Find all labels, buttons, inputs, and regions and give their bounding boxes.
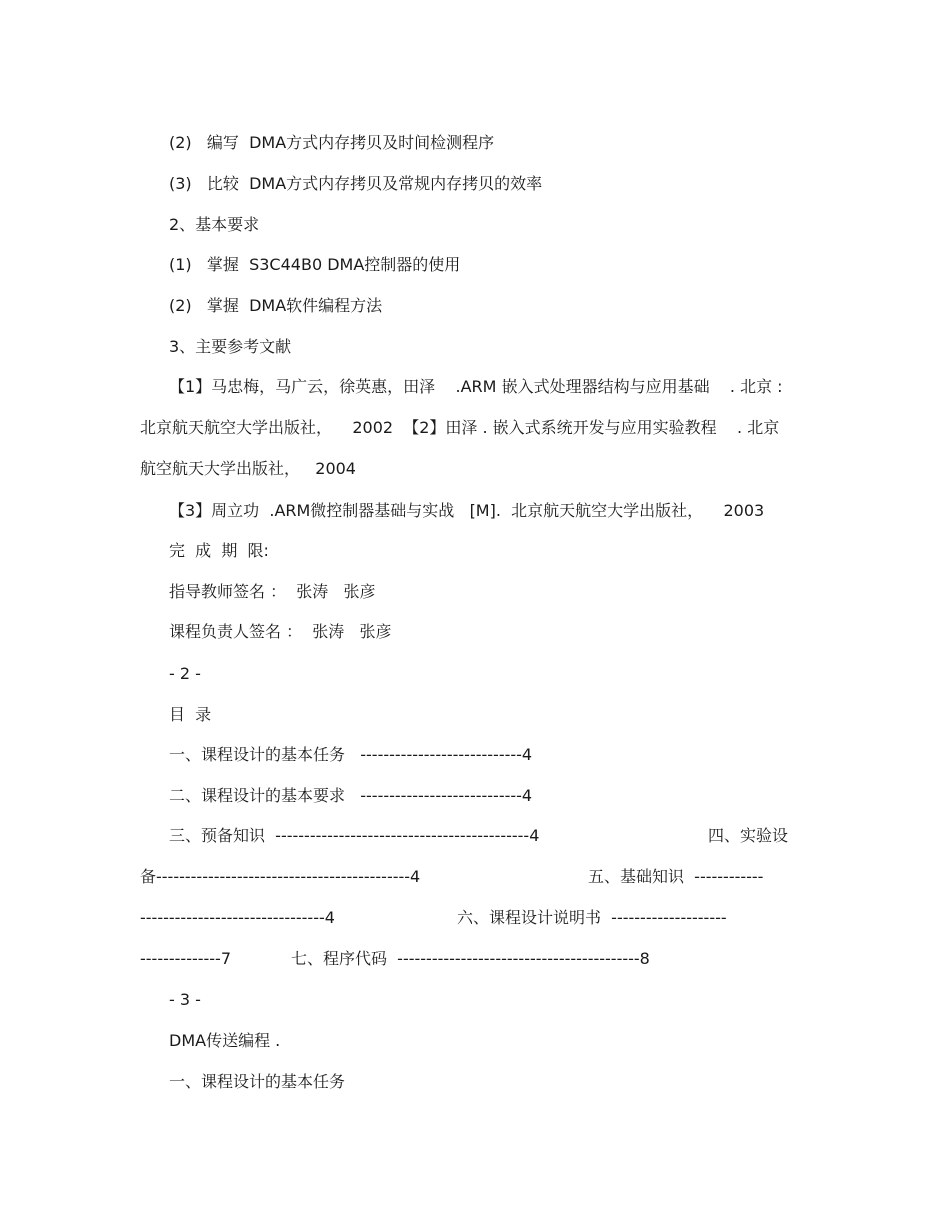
- page-number-3: - 3 -: [169, 990, 201, 1009]
- toc-entry-4-end: 备--------------------------------------------4: [140, 867, 421, 886]
- toc-title: 目 录: [169, 705, 212, 724]
- reference-line-3: 航空航天大学出版社， 2004: [140, 459, 356, 478]
- toc-entry-5-end: --------------------------------4: [140, 908, 335, 927]
- deadline-label: 完 成 期 限:: [169, 541, 269, 560]
- item-3-compare-efficiency: (3) 比较 DMA方式内存拷贝及常规内存拷贝的效率: [169, 174, 543, 193]
- page-number-2: - 2 -: [169, 664, 201, 683]
- reference-line-4: 【3】周立功 .ARM微控制器基础与实战 [M]. 北京航天航空大学出版社， 2003: [169, 501, 765, 520]
- section-title: DMA传送编程 .: [169, 1031, 281, 1050]
- toc-entry-6-start: 六、课程设计说明书 --------------------: [457, 908, 727, 927]
- reference-line-2: 北京航天航空大学出版社， 2002 【2】田泽 . 嵌入式系统开发与应用实验教程 . 北京: [140, 418, 780, 437]
- toc-entry-3: 三、预备知识 --------------------------------------------4: [169, 826, 540, 845]
- references-heading: 3、主要参考文献: [169, 337, 292, 356]
- basic-requirements-heading: 2、基本要求: [169, 215, 260, 234]
- item-2-write-program: (2) 编写 DMA方式内存拷贝及时间检测程序: [169, 133, 495, 152]
- toc-entry-5-start: 五、基础知识 ------------: [588, 867, 764, 886]
- toc-entry-7: 七、程序代码 ------------------------------------------8: [291, 949, 650, 968]
- toc-entry-6-end: --------------7: [140, 949, 232, 968]
- reference-line-1: 【1】马忠梅，马广云，徐英惠，田泽 .ARM 嵌入式处理器结构与应用基础 . 北京 :: [169, 377, 783, 396]
- course-lead-signature: 课程负责人签名 ： 张涛 张彦: [169, 622, 392, 641]
- toc-entry-2: 二、课程设计的基本要求 ----------------------------4: [169, 786, 533, 805]
- section-heading: 一、课程设计的基本任务: [169, 1072, 346, 1091]
- advisor-signature: 指导教师签名 ： 张涛 张彦: [169, 582, 376, 601]
- toc-entry-1: 一、课程设计的基本任务 ----------------------------4: [169, 745, 533, 764]
- toc-entry-4-start: 四、实验设: [708, 826, 789, 845]
- requirement-1: (1) 掌握 S3C44B0 DMA控制器的使用: [169, 255, 461, 274]
- requirement-2: (2) 掌握 DMA软件编程方法: [169, 296, 383, 315]
